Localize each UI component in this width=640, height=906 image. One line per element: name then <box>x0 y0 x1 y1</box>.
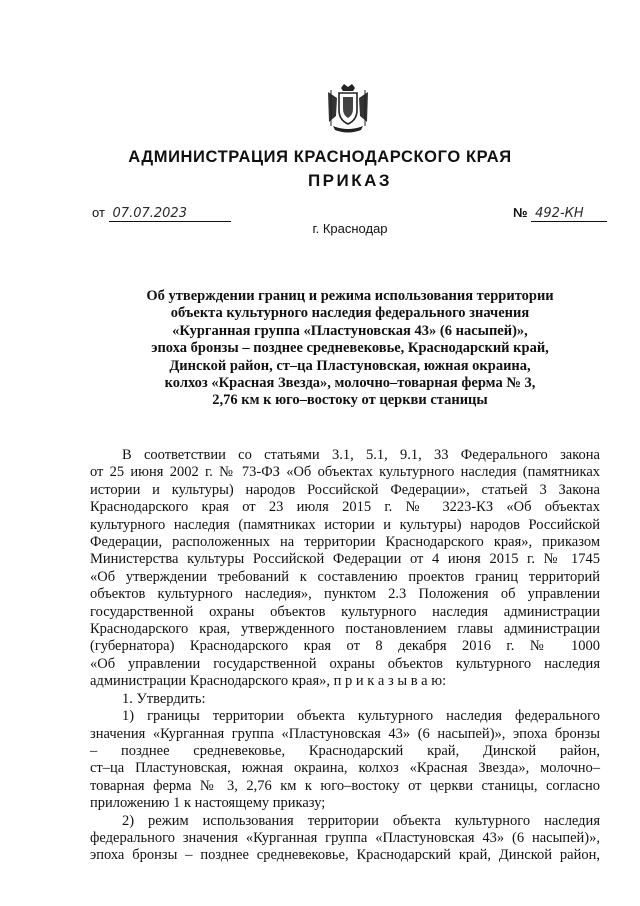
body-line: значения «Курганная группа «Пластуновская 43» (6 насыпей)», эпоха бронзы <box>90 725 600 742</box>
coat-of-arms-emblem <box>325 82 371 134</box>
body-line: государственной охраны объектов культурного наследия администрации <box>90 603 600 620</box>
body-line: ст–ца Пластуновская, южная окраина, колхоз «Красная Звезда», молочно– <box>90 760 600 777</box>
body-line: 2) режим использования территории объекта культурного наследия <box>122 812 600 829</box>
document-title <box>110 288 590 410</box>
title-line: эпоха бронзы – позднее средневековье, Краснодарский край, <box>151 340 549 357</box>
document-body <box>90 447 600 865</box>
body-line: В соответствии со статьями 3.1, 5.1, 9.1, 33 Федерального закона <box>122 447 600 463</box>
body-line: «Об утверждении требований к составлению проектов границ территорий <box>90 568 600 585</box>
number-prefix: № <box>513 205 528 220</box>
title-line: Динской район, ст–ца Пластуновская, южная окраина, <box>169 357 531 374</box>
body-line: от 25 июня 2002 г. № 73-ФЗ «Об объектах культурного наследия (памятниках <box>90 464 600 481</box>
title-line: объекта культурного наследия федерального значения <box>170 305 530 322</box>
organization-title: АДМИНИСТРАЦИЯ КРАСНОДАРСКОГО КРАЯ <box>128 148 512 166</box>
body-line: Краснодарского края от 23 июля 2015 г. № 3223-КЗ «Об объектах <box>90 499 600 516</box>
body-line: товарная ферма № 3, 2,76 км к юго–востоку от церкви станицы, согласно <box>90 777 600 794</box>
body-line: Краснодарского края, утвержденного постановлением главы администрации <box>90 621 600 638</box>
body-line: 1) границы территории объекта культурного наследия федерального <box>122 708 600 725</box>
body-line: Федерации, расположенных на территории Краснодарского края», приказом <box>90 534 600 551</box>
body-line: приложению 1 к настоящему приказу; <box>90 795 326 812</box>
body-line: «Об управлении государственной охраны объектов культурного наследия <box>90 655 600 672</box>
body-line: 1. Утвердить: <box>122 690 206 707</box>
number-field <box>513 205 607 222</box>
title-line: Об утверждении границ и режима использования территории <box>146 288 554 304</box>
document-type: ПРИКАЗ <box>307 171 393 190</box>
city-label: г. Краснодар <box>312 221 388 236</box>
title-line: «Курганная группа «Пластуновская 43» (6 насыпей)», <box>172 322 528 339</box>
number-value: 492-КН <box>535 206 584 221</box>
date-value: 07.07.2023 <box>112 206 187 221</box>
date-prefix: от <box>92 205 105 220</box>
body-line: администрации Краснодарского края», п р и к а з ы в а ю: <box>90 673 447 690</box>
date-field <box>92 205 231 222</box>
title-line: 2,76 км к юго–востоку от церкви станицы <box>212 392 488 409</box>
body-line: истории и культуры) народов Российской Федерации», статьей 3 Закона <box>90 481 600 498</box>
title-line: колхоз «Красная Звезда», молочно–товарная ферма № 3, <box>164 375 536 392</box>
body-line: Министерства культуры Российской Федерации от 4 июня 2015 г. № 1745 <box>90 551 600 568</box>
body-line: объектов культурного наследия», пунктом 2.3 Положения об управлении <box>90 586 600 603</box>
body-line: эпоха бронзы – позднее средневековье, Краснодарский край, Динской район, <box>90 847 600 864</box>
body-line: федерального значения «Курганная группа «Пластуновская 43» (6 насыпей)», <box>90 829 600 846</box>
body-line: культурного наследия (памятниках истории и культуры) народов Российской <box>90 516 600 533</box>
body-line: – позднее средневековье, Краснодарский край, Динской район, <box>90 742 600 759</box>
body-line: (губернатора) Краснодарского края от 8 декабря 2016 г. № 1000 <box>90 638 600 655</box>
